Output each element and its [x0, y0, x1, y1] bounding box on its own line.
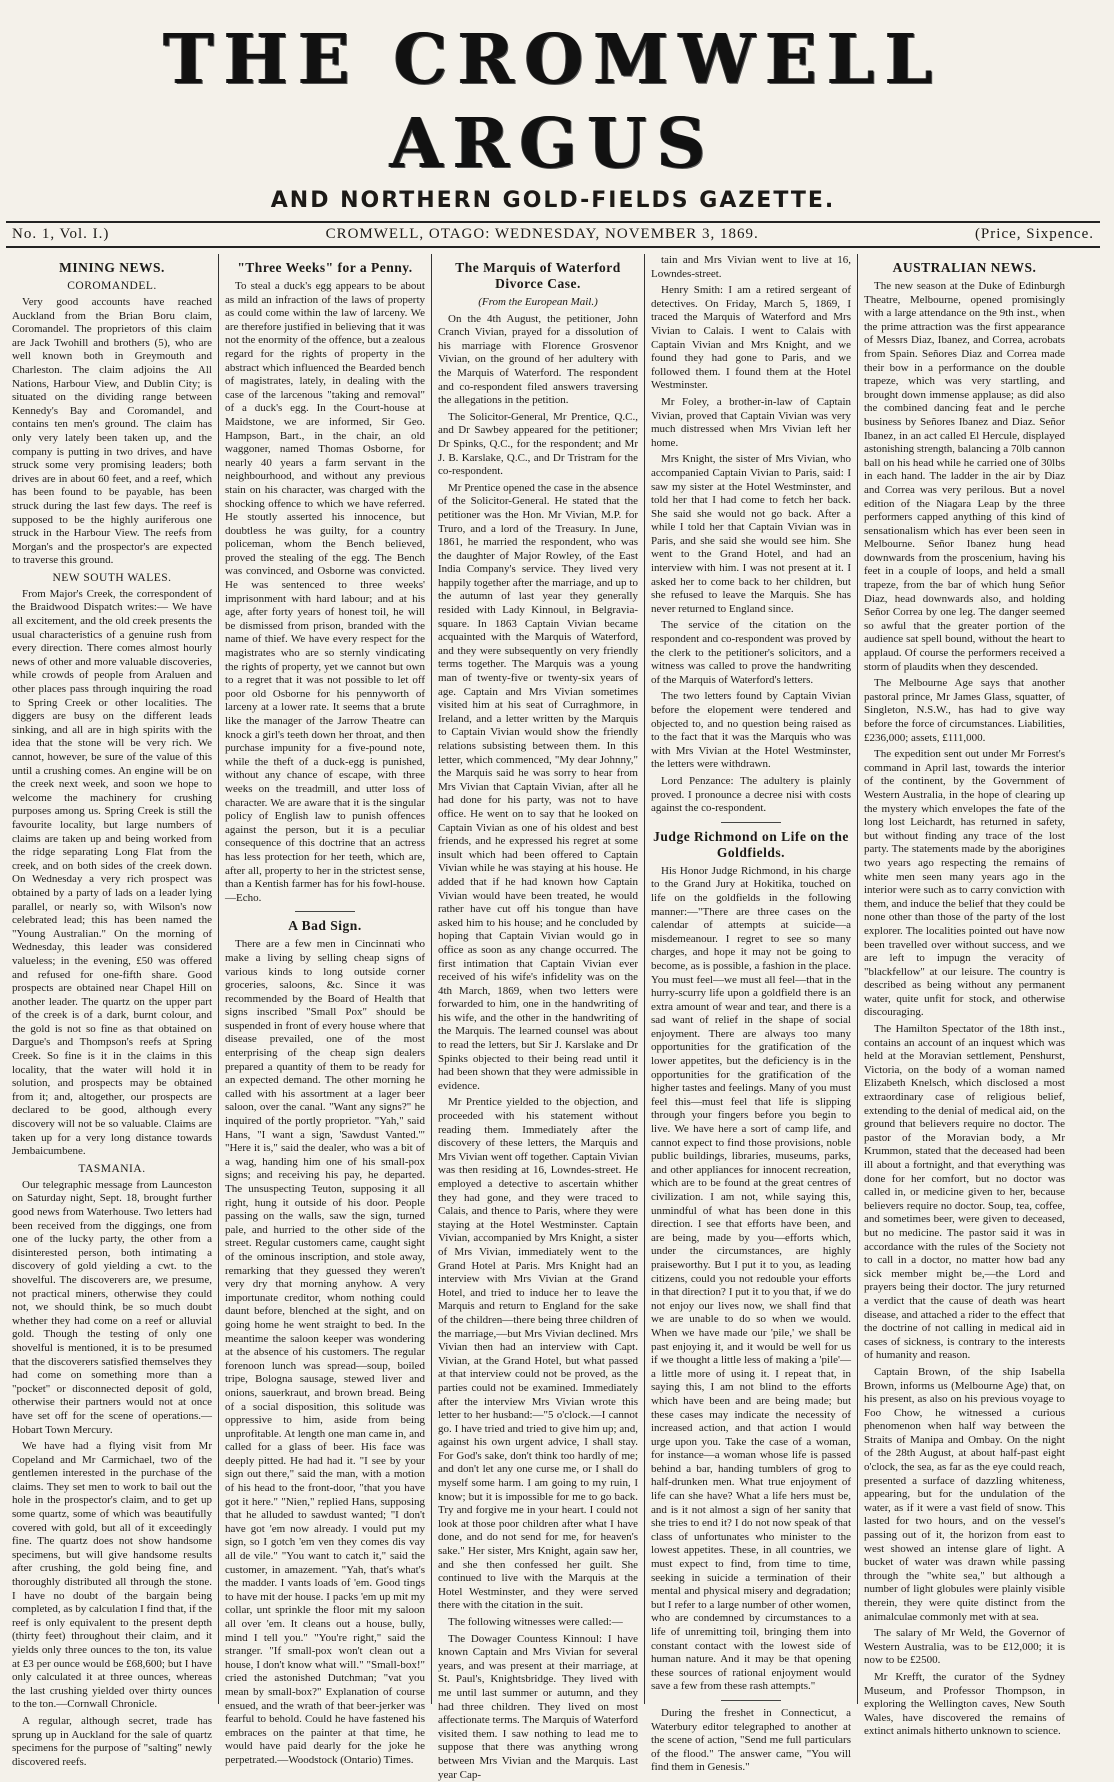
article-paragraph: The Dowager Countess Kinnoul: I have known Captain and Mrs Vivian for several years, and was present at their marriage, at St. Paul's, Knightsbridge. They lived with me until last summer or autumn, and they had three children. They lived on most affectionate terms. The Marquis of Waterford visited them. I saw nothing to lead me to suppose that there was anything wrong between Mrs Vivian and the Marquis. Last year Cap- — [438, 1632, 638, 1781]
divider — [721, 822, 781, 823]
newspaper-title: THE CROMWELL ARGUS — [163, 20, 943, 184]
article-paragraph: Mr Foley, a brother-in-law of Captain Vivian, proved that Captain Vivian was very much distressed when Mrs Vivian left her home. — [651, 395, 851, 449]
columns — [6, 254, 1100, 1781]
article-paragraph: The salary of Mr Weld, the Governor of Western Australia, was to be £12,000; it is now to be £2500. — [864, 1627, 1065, 1667]
article-paragraph: During the freshet in Connecticut, a Waterbury editor telegraphed to another at the scene of action, "Send me full particulars of the flood." The answer came, "You will find them in Genesis." — [651, 1706, 851, 1774]
article-paragraph: Mr Krefft, the curator of the Sydney Museum, and Professor Thompson, in exploring the Wellington caves, New South Wales, have discovered the remains of extinct animals hitherto unknown to science. — [864, 1670, 1065, 1738]
article-heading: Judge Richmond on Life on the Goldfields. — [653, 828, 849, 860]
article-heading: The Marquis of Waterford Divorce Case. — [455, 260, 621, 291]
article-paragraph: Lord Penzance: The adultery is plainly proved. I pronounce a decree nisi with costs against the co-respondent. — [651, 774, 851, 815]
article-paragraph: The expedition sent out under Mr Forrest's command in April last, towards the interior of the continent, by the Government of Western Australia, in the hope of clearing up the mystery which envelopes the fate of the long lost Leichardt, has returned in safety, but without finding any trace of the lost party. The statements made by the aborigines two years ago respecting the remains of white men seen many years ago in the interior were such as to carry conviction with them, and induce the belief that they could be none other than those of the party of the lost explorer. The localities pointed out have now been travelled over without success, and we are left to impugn the veracity of "blackfellow" at our leisure. The country is described as being without any permanent water, quite unfit for stock, and otherwise discouraging. — [864, 748, 1065, 1019]
masthead — [6, 18, 1100, 248]
article-paragraph: The Melbourne Age says that another pastoral prince, Mr James Glass, squatter, of Singleton, N.S.W., has had to give way before the force of circumstances. Liabilities, £236,000; assets, £111,000. — [864, 677, 1065, 744]
article-paragraph: The Solicitor-General, Mr Prentice, Q.C., and Dr Sawbey appeared for the petitioner; Dr Spinks, Q.C., for the respondent; and Mr J. B. Karslake, Q.C., and Dr Tristram for the co-respondent. — [438, 410, 638, 478]
column-5 — [858, 254, 1071, 1738]
article-paragraph: The following witnesses were called:— — [448, 1616, 623, 1628]
article-paragraph: The new season at the Duke of Edinburgh Theatre, Melbourne, opened promisingly with a large attendance on the 9th inst., when the prime attraction was the first appearance of Messrs Diaz, Ibanez, and Correa, acrobats from Spain. Señores Diaz and Correa made their bow in a performance on the double trapeze, which was very startling, and brought down immense applause; as did also the combined dancing feat and le perche business by Señores Ibanez and Diaz. Señor Ibanez, in an act called El Hercule, displayed astonishing strength, balancing a 70lb cannon ball on his head while he carried one of 30lbs in each hand. The ladder in the air by Diaz and Correa was very perilous. But a novel edition of the Niagara Leap by the three performers capped anything of this kind of sensationalism which has ever been seen in Melbourne. Señor Ibanez hung head downwards from the proscenium, having his feet in a couple of loops, and held a small trapeze, from the bar of which hung Señor Diaz, head downwards also, and holding Señor Correa by one leg. The danger seemed so awful that the greater portion of the audience sat spell bound, without the heart to applaud. Of course the performers received a storm of plaudits when they descended. — [864, 280, 1066, 673]
column-1 — [6, 254, 219, 1768]
article-source: (From the European Mail.) — [478, 296, 598, 308]
divider — [295, 911, 355, 912]
article-paragraph: To steal a duck's egg appears to be about as mild an infraction of the laws of property as could come within the law of larceny. We are therefore justified in believing that it was not the enormity of the offence, but a zealous regard for the rights of property in the abstract which influenced the Bearded bench of magistrates, lately, in dealing with the case of the larcenous "taking and removal" of a duck's egg. In the Court-house at Maidstone, we are informed, Sir Geo. Hampson, Bart., in the chair, an old waggoner, named Thomas Osborne, for nearly 40 years a farm servant in the neighbourhood, and without any previous stain on his character, was charged with the shocking offence to which we have referred. He stoutly asserted his innocence, but doubtless he was guilty, for a country policeman, whom the Bench believed, proved the stealing of the egg. The Bench was convinced, and Osborne was convicted. He was sentenced to three weeks' imprisonment with hard labour; and at his age, after forty years of honest toil, he will be dismissed from prison, branded with the name of thief. We have every respect for the magistrates who are so sternly vindicating the rights of property, yet we cannot but own to a regret that it was not possible to let off poor old Osborne for his pennyworth of larceny at a lower rate. It seems that a brute like the manager of the Jarrow Theatre can knock a girl's teeth down her throat, and then purchase impunity for a five-pound note, while the theft of a duck-egg is punished, without any chance of escape, with three weeks on the treadmill, and utter loss of character. We are aware that it is the singular policy of English law to punish offences against the person, but it is a peculiar consequence of this doctrine that an actress has less protection for her teeth, which are, after all, property to her in the strictest sense, than a Kentish farmer has for his fowl-house.—Echo. — [225, 280, 425, 904]
section-heading: MINING NEWS. — [59, 260, 165, 275]
subheading: TASMANIA. — [78, 1162, 146, 1175]
article-paragraph: A regular, although secret, trade has sprung up in Auckland for the sale of quartz specimens for the purpose of "salting" newly discovered reefs. — [12, 1714, 212, 1768]
article-paragraph: On the 4th August, the petitioner, John Cranch Vivian, prayed for a dissolution of his marriage with Florence Grosvenor Vivian, on the ground of her adultery with the Marquis of Waterford. The respondent and co-respondent filed answers traversing the allegations in the petition. — [438, 312, 638, 407]
article-paragraph: Henry Smith: I am a retired sergeant of detectives. On Friday, March 5, 1869, I traced the Marquis of Waterford and Mrs Vivian to Calais. I went to Calais with Captain Vivian and Mrs Knight, and we found they had gone to Paris, and we followed them. I found them at the Hotel Westminster. — [651, 284, 851, 392]
column-4 — [645, 254, 858, 1774]
subheading: NEW SOUTH WALES. — [52, 571, 172, 584]
column-3 — [432, 254, 645, 1781]
article-paragraph: Captain Brown, of the ship Isabella Brown, informs us (Melbourne Age) that, on his present, as also on his previous voyage to Foo Chow, he witnessed a curious phenomenon when half way between the Straits of Manipa and Ombay. On the night of the 28th August, at about half-past eight o'clock, the sea, as far as the eye could reach, presented a surface of dazzling whiteness, appearing, but for the undulation of the water, as if it were a vast field of snow. This lasted for two hours, and on the vessel's passing out of it, the horizon from east to west showed an intense glare of light. A bucket of water was drawn while passing through the "white sea," but although a number of light globules were plainly visible therein, they were quite distinct from the animalculae commonly met with at sea. — [864, 1365, 1065, 1623]
article-paragraph: The Hamilton Spectator of the 18th inst., contains an account of an inquest which was held at the Moravian settlement, Penshurst, Victoria, on the body of a woman named Elizabeth Knelsch, which disclosed a most extraordinary case of religious belief, extending to the denial of medical aid, on the ground that believers require no doctor. The pastor of the Moravian body, a Mr Krummon, stated that the deceased had been ill about a fortnight, and that everything was done for her comfort, but no doctor was called in, or medicine given to her, because believers require no doctor. Soup, tea, coffee, and sometimes beer, were given to deceased, but no medicine. The pastor said it was in accordance with the rules of the Society not to call in a doctor, no matter how bad any sick member might be,—the Lord and prayers being their doctor. The jury returned a verdict that the cause of death was heart disease, and attached a rider to the effect that the doctrine of not calling in medical aid in cases of sickness, is contrary to the interests of humanity and reason. — [864, 1023, 1065, 1362]
divider — [721, 1700, 781, 1701]
issue-number: No. 1, Vol. I.) — [12, 226, 110, 242]
article-paragraph: Mr Prentice opened the case in the absence of the Solicitor-General. He stated that the petitioner was the Hon. Mr Vivian, M.P. for Truro, and a lord of the Treasury. In June, 1861, he married the respondent, who was the daughter of Major Rowley, of the East India Company's service. They lived very happily together after the marriage, and up to the autumn of last year they generally resided with Lady Kinnoul, in Belgravia-square. In 1863 Captain Vivian became acquainted with the Marquis of Waterford, and they were subsequently on very friendly terms together. The Marquis was a young man of twenty-five or twenty-six years of age. Captain and Mrs Vivian sometimes visited him at his seat of Curraghmore, in Ireland, and a letter written by the Marquis to Captain Vivian would show the friendly relations subsisting between them. In this letter, which commenced, "My dear Johnny," the Marquis said he was sorry to hear from Mrs Vivian that Captain Vivian, after all he had done for his party, was not to have office. He went on to say that he looked on Captain Vivian as one of his oldest and best friends, and he expressed his regret at some insult which had been offered to Captain Vivian while he was staying at his house. He added that if he had known how Captain Vivian would have been treated, he would rather have cut off his tongue than have asked him to his house; and he concluded by hoping that Captain Vivian would go in office as soon as any change occurred. The first intimation that Captain Vivian ever received of his wife's infidelity was on the 4th March, 1869, when two letters were forwarded to him, one in the handwriting of his wife, and the other in the handwriting of the Marquis. The learned counsel was about to read the letters, but Sir J. Karslake and Dr Spinks objected to their being read until it had been shown that they were admissible in evidence. — [438, 481, 638, 1092]
article-paragraph: His Honor Judge Richmond, in his charge to the Grand Jury at Hokitika, touched on life on the goldfields in the following manner:—"There are three cases on the calendar of attempts at suicide—a misdemeanour. I regret to see so many charges, and hope it may not be going to become, as is possible, a fashion in the place. You must feel—we must all feel—that in the hurry-scurry life upon a goldfield there is an extra amount of wear and tear, and there is a sad want of relief in the shape of social enjoyment. There are always too many opportunities for the gratification of the lower appetites, but the deficiency is in the opportunities for the gratification of the higher tastes and feelings. Many of you must feel this—must feel that life is slipping through your fingers before you begin to live. We have here a sort of camp life, and cannot expect to find those provisions, noble public buildings, libraries, museums, parks, and other appliances for innocent recreation, which are to be found at the great centres of civilization. I am not, while saying this, unmindful of what has been done in this direction. I see that efforts have been, and are being, made by you—efforts which, under the circumstances, are highly praiseworthy. But I put it to you, as leading citizens, could you not redouble your efforts in that direction? I put it to you that, if we do not enjoy our lives now, we shall find that we are unable to do so when we would. When we have made our 'pile,' we shall be past enjoying it, and it would be well for us if we thought a little less of making a 'pile'—a little more of using it. I repeat that, in saying this, I am not blind to the efforts which have been and are being made; but these cases may indicate the necessity of increased action, and that action I would urge upon you. Take the case of a woman, for instance—a woman whose life is passed behind a bar, handing tumblers of grog to half-drunken men. What true enjoyment of life can she have? What a life hers must be, and is it not almost a sign of her sanity that she tries to end it? I do not now speak of that class of unfortunates who minister to the lowest appetites. These, in all countries, we must expect to find, from time to time, seeking in suicide a termination of their mental and physical misery and degradation; but I refer to a large number of other women, who are condemned by circumstances to a life of unremitting toil, bringing them into constant contact with the lowest side of human nature. And it may be that opening these sources of rational enjoyment would save a few from these rash attempts." — [651, 864, 851, 1693]
article-paragraph: Mr Prentice yielded to the objection, and proceeded with his statement without reading them. Immediately after the discovery of these letters, the Marquis and Mrs Vivian went off together. Captain Vivian was then residing at 16, Lowndes-street. He employed a detective to ascertain whither they had gone, and they were traced to Calais, and thence to Paris, where they were staying at the Hotel Westminster. Captain Vivian, accompanied by Mrs Knight, a sister of Mrs Vivian, immediately went to the Grand Hotel at Paris. Mrs Knight had an interview with Mrs Vivian at the Grand Hotel, and tried to induce her to leave the Marquis and return to England for the sake of the children—there being three children of the marriage,—but Mrs Vivian declined. Mrs Vivian then had an interview with Capt. Vivian, at the Grand Hotel, but what passed at that interview could not be proved, as the parties could not be examined. Immediately after the interview Mrs Vivian wrote this letter to her husband:—"5 o'clock.—I cannot go. I have tried and tried to give him up; and, against his own urgent advice, I shall stay. For God's sake, don't think too hardly of me; and don't let any one curse me, or I shall do myself some harm. I am going to my ruin, I know; but it is impossible for me to go back. Try and forgive me in your heart. I could not look at those poor children after what I have done, and do not send for me, for heaven's sake." Her sister, Mrs Knight, again saw her, and she then confessed her guilt. She continued to live with the Marquis at the Hotel Westminster, and they were served there with the citation in the suit. — [438, 1096, 638, 1612]
article-paragraph: We have had a flying visit from Mr Copeland and Mr Carmichael, two of the gentlemen interested in the purchase of the claims. They set men to work to bail out the hole in the prospector's claim, and to get up some quartz, some of which was beautifully covered with gold, but all of it exceedingly fine. The quartz does not show handsome specimens, but will give handsome results after crushing, the gold being fine, and thoroughly distributed all through the stone. I have no doubt of the bargain being completed, as by calculation I find that, if the reef is only equivalent to the present depth (thirty feet) throughout their claim, and it yields only three ounces to the ton, its value at £3 per ounce would be £68,600; but I have only calculated it at three ounces, whereas the last crushing yielded over thirty ounces to the ton.—Cornwall Chronicle. — [12, 1440, 212, 1711]
subheading: COROMANDEL. — [67, 280, 157, 292]
article-paragraph: There are a few men in Cincinnati who make a living by selling cheap signs of various kinds to long outside corner groceries, saloons, &c. Since it was recommended by the Board of Health that signs inscribed "Small Pox" should be suspended in front of every house where that disease prevailed, one of the most enterprising of the cheap sign dealers prepared a quantity of them to be ready for an expected demand. The other morning he called with his assortment at a lager beer saloon, over the canal. "Want any signs?" he inquired of the portly proprietor. "Yah," said Hans, "I want a sign, 'Sawdust Vanted.'" "Here it is," said the dealer, who was a bit of a wag, handing him one of his small-pox signs; and receiving his pay, he departed. The unsuspecting Teuton, supposing it all right, hung it outside of his door. People passing on the walls, saw the sign, turned pale, and hurried to the other side of the street. Regular customers came, caught sight of the ominous inscription, and stole away, remarking that they guessed they weren't very dry that morning anyhow. A very importunate creditor, whom nothing could daunt before, blenched at the sight, and on going home he went straight to bed. In the meantime the saloon keeper was wondering at the absence of his customers. The regular forenoon lunch was spread—soup, boiled tripe, Bologna sausage, stewed liver and onions, sauerkraut, and brown bread. Being of a social disposition, this solitude was oppressive to him, aside from being unprofitable. At length one man came in, and called for a glass of beer. His face was deeply pitted. He had had it. "I see by your sign out there," said the man, with a motion of his head to the front-door, "that you have got it here." "Nien," replied Hans, supposing that he alluded to sawdust wanted; "I don't have got 'em now already. I vould put my sign, so I gotch 'em ven they comes dis vay all de vile." "You want to catch it," said the customer, in amazement. "Yah, that's what's the madder. I vants loads of 'em. Good tings to have mit der house. I packs 'em up mit my collar, unt sprinkle the floor mit my saloon all over 'em. It cleans out a house, bully, mind I tell you." "You're right," said the stranger. "If small-pox won't clean out a house, I don't know what will." "Small-box!" cried the astonished Dutchman; "vat you mean by small-box?" Explanation of course ensued, and the wrath of that beer-jerker was fearful to behold. Could he have fastened his embraces on the painter at that time, he would have paid dearly for the joke he perpetrated.—Woodstock (Ontario) Times. — [225, 938, 425, 1766]
article-paragraph: tain and Mrs Vivian went to live at 16, Lowndes-street. — [651, 254, 851, 280]
article-paragraph: The service of the citation on the respondent and co-respondent was proved by the clerk to the petitioner's solicitors, and a witness was called to prove the handwriting of the Marquis of Waterford's letters. — [651, 619, 851, 686]
newspaper-subtitle: AND NORTHERN GOLD-FIELDS GAZETTE. — [270, 188, 836, 213]
article-paragraph: From Major's Creek, the correspondent of the Braidwood Dispatch writes:— We have all excitement, and the old creek presents the usual characteristics of a genuine rush from every direction. There comes almost hourly news of other and more valuable discoveries, while crowds of people from Araluen and other places pass through inquiring the road to Spring Creek or other localities. The diggers are busy on the different leads sinking, and all are in high spirits with the idea that the stone will be very rich. We cannot, however, be sure of the value of this until a crushing comes. An engine will be on the creek next week, and soon we hope to welcome the machinery for crushing purposes among us. Spring Creek is still the favourite locality, but large numbers of claims are taken up and being worked from the ridge separating Long Flat from the creek, and on both sides of the creek down. On Wednesday a very rich prospect was obtained by a party of lads on a leader lying parallel, or nearly so, with Wilson's now celebrated lead; this has been named the "Young Australian." On the morning of Wednesday, this leader was considered valueless; in the evening, £50 was offered and refused for one-fifth share. Good prospects are obtained near Chapel Hill on another leader. The quartz on the upper part of the creek is of a dark, burnt colour, and the gold is not so fine as that obtained on Dargue's and Thompson's reefs at Spring Creek. So fine is it in the claims in this locality, that the water will hold it in solution, and prospects may be obtained from it; and, altogether, our prospects are declared to be good, although every discovery will not be so valuable. Claims are taken up for a very long distance towards Jembaicumbene. — [12, 587, 212, 1158]
price: (Price, Sixpence. — [974, 226, 1094, 242]
article-heading: A Bad Sign. — [288, 918, 362, 934]
article-paragraph: The two letters found by Captain Vivian before the elopement were tendered and objected to, and no question being raised as to the fact that it was the Marquis who was with Mrs Vivian at the Hotel Westminster, the letters were withdrawn. — [651, 690, 851, 771]
article-paragraph: Our telegraphic message from Launceston on Saturday night, Sept. 18, brought further good news from Waterhouse. Two letters had been received from the diggings, one from one of the lucky party, the other from a disinterested person, both intimating a discovery of gold yielding a cwt. to the shovelful. The discoverers are, we presume, not practical miners, otherwise they could not, we should think, be so much doubt whether they had come on a reef or alluvial gold. Though the testing of only one shovelful is mentioned, it is to be presumed that the discoverers satisfied themselves they had come on something more than a "pocket" or disconnected deposit of gold, otherwise their partners would not at once have set off for the scene of operations.—Hobart Town Mercury. — [12, 1178, 212, 1436]
section-heading: AUSTRALIAN NEWS. — [892, 260, 1037, 275]
dateline: CROMWELL, OTAGO: WEDNESDAY, NOVEMBER 3, 1869. — [325, 226, 759, 242]
article-paragraph: Very good accounts have reached Auckland from the Brian Boru claim, Coromandel. The proprietors of this claim are Jack Twohill and brothers (5), who are well known both in Greymouth and Charleston. The claim adjoins the All Nations, Harbour View, and Dublin City; is situated on the dividing range between Kennedy's Bay and Coromandel, and contains ten men's ground. The claim has only very lately been taken up, and the company is putting in two drives, and have struck some very promising leaders; both drives are in about 60 feet, and a reef, which has been found to be payable, has been struck during the last few days. The reef is supposed to be the highly auriferous one struck in the Harbour View. The reefs from Morgan's and the prospector's are expected to traverse this ground. — [12, 296, 212, 567]
article-paragraph: Mrs Knight, the sister of Mrs Vivian, who accompanied Captain Vivian to Paris, said: I saw my sister at the Hotel Westminster, and told her that I had come to fetch her back. She said she would not go back. After a while I told her that Captain Vivian was in Paris, and she said she would see him. She went to the Grand Hotel, and had an interview with him. I was not present at it. I asked her to come back to her children, but she refused to leave the Marquis. She has never returned to England since. — [651, 453, 851, 615]
dateline-bar — [6, 221, 1100, 248]
article-heading: "Three Weeks" for a Penny. — [237, 260, 413, 275]
column-2 — [219, 254, 432, 1766]
